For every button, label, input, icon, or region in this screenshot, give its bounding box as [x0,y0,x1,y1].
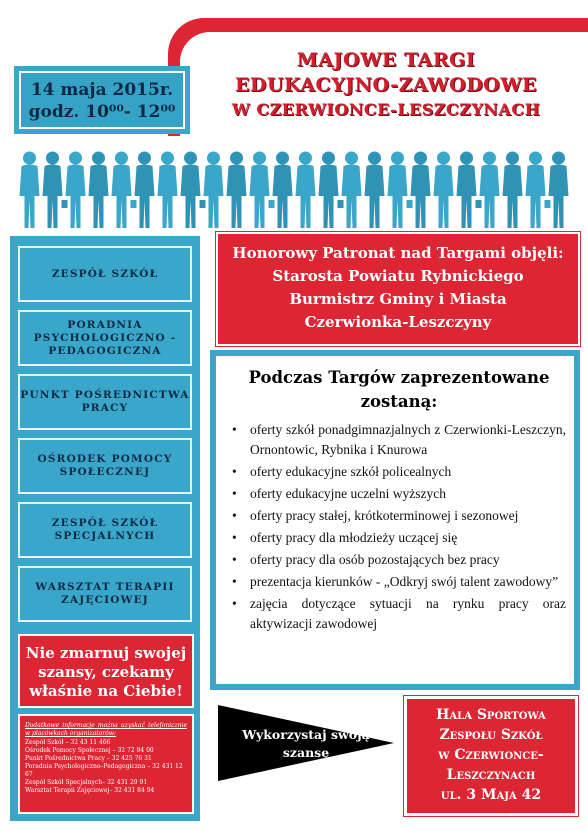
title-line-3: W CZERWIONCE-LESZCZYNACH [231,100,541,119]
slogan-box: Nie zmarnuj swojej szansy, czekamy właśnie na Ciebie! [18,634,194,708]
venue-address: ul. 3 Maja 42 [440,787,542,803]
patronage-heading: Honorowy Patronat nad Targami objęli: [232,244,564,262]
list-item-text: oferty edukacyjne uczelni wyższych [250,486,447,501]
person-silhouette-icon [181,152,206,229]
institution-poradnia: PORADNIA PSYCHOLOGICZNO -PEDAGOGICZNA [18,310,192,366]
institution-punkt-posrednictwa: PUNKT POŚREDNICTWA PRACY [18,374,192,430]
offer-title-line-1: Podczas Targów zaprezentowane [248,368,550,387]
bullet: • [232,596,237,611]
offer-list [232,420,566,634]
bullet: • [232,464,237,479]
bullet: • [232,552,237,567]
contact-line: Punkt Pośrednictwa Pracy – 32 425 76 31 [25,755,152,762]
bullet: • [232,422,237,437]
person-silhouette-icon [204,152,224,229]
patronage-box [216,232,580,346]
list-item [232,462,566,482]
event-date: 14 maja 2015r. [30,80,174,100]
bullet: • [232,486,237,501]
institution-zespol-szkol-specjalnych: ZESPÓŁ SZKÓŁ SPECJALNYCH [18,502,192,558]
contact-info-box [18,714,194,814]
bullet: • [232,508,237,523]
person-silhouette-icon [89,152,109,229]
person-silhouette-icon [434,152,454,229]
contact-line: Ośrodek Pomocy Społecznej – 32 72 94 00 [25,747,154,754]
person-silhouette-icon [388,152,413,229]
list-item-text: oferty pracy stałej, krótkoterminowej i sezonowej [250,508,519,523]
list-item [232,550,566,570]
person-silhouette-icon [457,152,482,229]
person-silhouette-icon [135,152,155,229]
patron-starosta: Starosta Powiatu Rybnickiego [272,267,524,285]
venue-line-3: w Czerwionce- [438,747,544,763]
institution-warsztat-terapii: WARSZTAT TERAPII ZAJĘCIOWEJ [18,566,192,622]
institution-zespol-szkol: ZESPÓŁ SZKÓŁ [18,246,192,302]
offer-box [210,350,580,690]
contact-line: Warsztat Terapii Zajęciowej– 32 431 84 94 [25,787,155,794]
date-box [14,66,190,134]
list-item [232,506,566,526]
arrow-slogan: Wykorzystaj swoją szansę [242,727,370,760]
person-silhouette-icon [158,152,178,229]
bullet: • [232,574,237,589]
list-item [232,420,566,460]
list-item-text: zajęcia dotyczące sytuacji na rynku pracy oraz aktywizacji zawodowej [250,596,566,631]
title-line-2: EDUKACYJNO-ZAWODOWE [234,74,538,96]
person-silhouette-icon [319,152,344,229]
person-silhouette-icon [503,152,523,229]
person-silhouette-icon [411,152,431,229]
patron-town: Czerwionka-Leszczyny [304,313,492,331]
offer-title [232,366,566,414]
patron-burmistrz: Burmistrz Gminy i Miasta [289,290,507,308]
person-silhouette-icon [112,152,137,229]
date-inner [19,71,185,129]
organizers-column [10,236,200,821]
venue-line-4: Leszczynach [446,767,536,783]
contact-line: Zespół Szkół – 32 43 11 466 [25,739,111,746]
person-silhouette-icon [549,152,569,229]
title-line-1: MAJOWE TARGI [296,49,476,71]
list-item-text: oferty edukacyjne szkół policealnych [250,464,452,479]
offer-title-line-2: zostaną: [360,392,438,411]
event-title [196,48,576,122]
offer-inner [216,356,574,684]
list-item-text: prezentacja kierunków - „Odkryj swój talent zawodowy” [250,574,559,589]
list-item [232,594,566,634]
person-silhouette-icon [43,152,68,229]
list-item-text: oferty pracy dla młodzieży uczącej się [250,530,458,545]
venue-box [404,696,578,816]
person-silhouette-icon [296,152,316,229]
person-silhouette-icon [66,152,86,229]
contact-line: Zespół Szkół Specjalnych– 32 431 29 91 [25,779,148,786]
list-item-text: oferty pracy dla osób pozostających bez pracy [250,552,500,567]
contact-line: Poradnia Psychologiczno–Pedagogiczna – 32 431 12 67 [25,763,183,778]
list-item-text: oferty szkół ponadgimnazjalnych z Czerwionki-Leszczyn, Ornontowic, Rybnika i Knurowa [250,422,566,457]
contact-intro: Dodatkowe informacje można uzyskać telefonicznie w placówkach organizatorów: [25,722,187,737]
person-silhouette-icon [342,152,362,229]
list-item [232,484,566,504]
list-item [232,528,566,548]
person-silhouette-icon [526,152,551,229]
person-silhouette-icon [250,152,275,229]
venue-line-1: Hala Sportowa [436,707,546,723]
event-time: godz. 10⁰⁰- 12⁰⁰ [28,102,176,122]
person-silhouette-icon [480,152,500,229]
people-silhouettes-illustration [18,150,570,230]
person-silhouette-icon [20,152,40,229]
person-silhouette-icon [227,152,247,229]
person-silhouette-icon [365,152,385,229]
list-item [232,572,566,592]
bullet: • [232,530,237,545]
person-silhouette-icon [273,152,293,229]
venue-line-2: Zespołu Szkół [439,727,543,743]
institution-osrodek-pomocy: OŚRODEK POMOCY SPOŁECZNEJ [18,438,192,494]
